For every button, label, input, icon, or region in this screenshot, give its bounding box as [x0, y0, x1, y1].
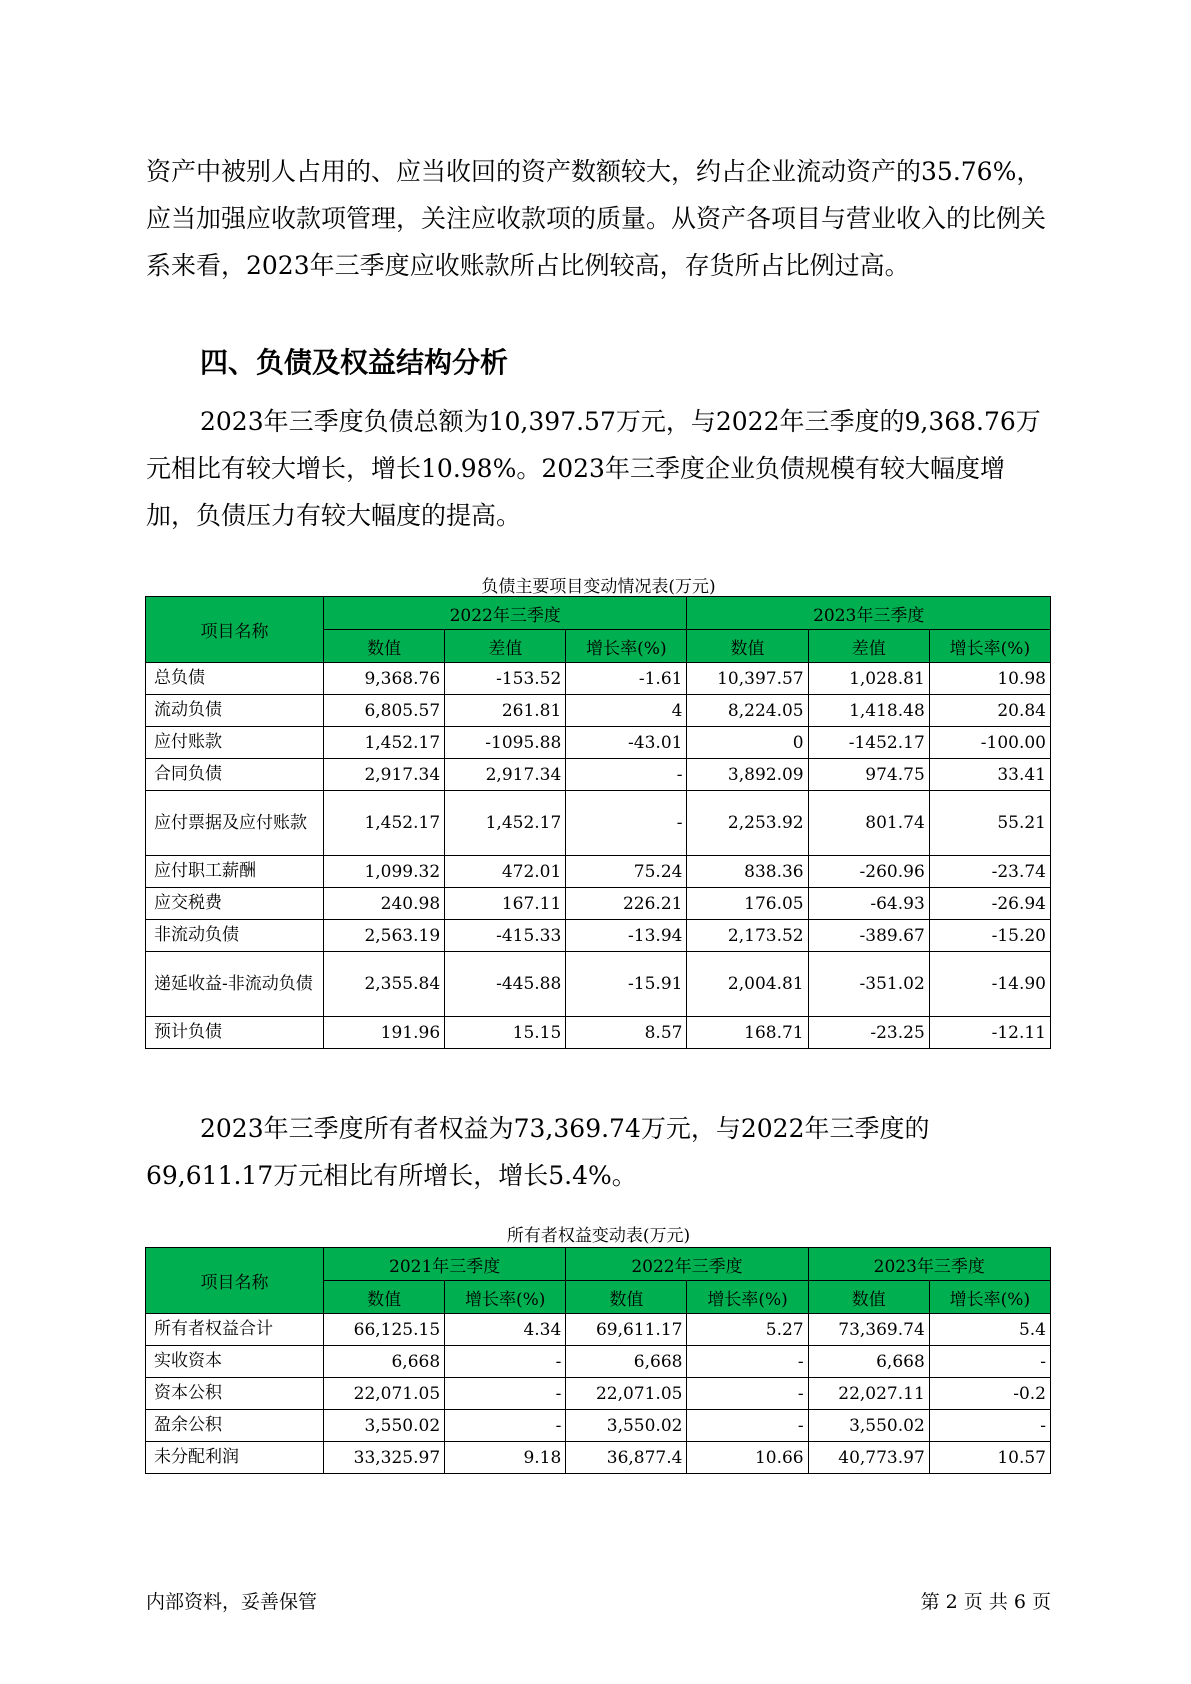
table-cell: -445.88 [445, 952, 566, 1017]
liability-table-caption: 负债主要项目变动情况表(万元) [481, 577, 716, 597]
table-cell: 22,071.05 [324, 1378, 445, 1410]
table-cell: 261.81 [445, 695, 566, 727]
table-cell: 36,877.4 [566, 1442, 687, 1474]
row-label: 预计负债 [146, 1017, 324, 1049]
table-cell: 191.96 [324, 1017, 445, 1049]
table-cell: 69,611.17 [566, 1314, 687, 1346]
sub-header: 增长率(%) [929, 1281, 1050, 1314]
table-row [146, 759, 1051, 791]
row-label: 总负债 [146, 663, 324, 695]
table-cell: 9,368.76 [324, 663, 445, 695]
name-header: 项目名称 [146, 1248, 324, 1314]
table-cell: -64.93 [808, 888, 929, 920]
table-cell: -23.25 [808, 1017, 929, 1049]
table-cell: - [445, 1346, 566, 1378]
table-row [146, 695, 1051, 727]
table-cell: - [445, 1410, 566, 1442]
table-cell: 8.57 [566, 1017, 687, 1049]
table-cell: -23.74 [929, 856, 1050, 888]
section-heading: 四、负债及权益结构分析 [200, 346, 509, 379]
table-cell: 4.34 [445, 1314, 566, 1346]
equity-paragraph: 2023年三季度所有者权益为73,369.74万元，与2022年三季度的69,611.17万元相比有所增长，增长5.4%。 [146, 1114, 930, 1190]
table-cell: 8,224.05 [687, 695, 808, 727]
table-cell: 33,325.97 [324, 1442, 445, 1474]
sub-header: 数值 [324, 1281, 445, 1314]
sub-header: 数值 [687, 630, 808, 663]
sub-header: 增长率(%) [445, 1281, 566, 1314]
table-row [146, 920, 1051, 952]
table-cell: -415.33 [445, 920, 566, 952]
sub-header: 数值 [324, 630, 445, 663]
table-cell: -0.2 [929, 1378, 1050, 1410]
sub-header: 差值 [445, 630, 566, 663]
table-row [146, 1378, 1051, 1410]
table-cell: 168.71 [687, 1017, 808, 1049]
row-label: 合同负债 [146, 759, 324, 791]
row-label: 盈余公积 [146, 1410, 324, 1442]
table-cell: 22,071.05 [566, 1378, 687, 1410]
table-row [146, 1017, 1051, 1049]
table-cell: 10.66 [687, 1442, 808, 1474]
table-cell: - [566, 759, 687, 791]
table-cell: 2,004.81 [687, 952, 808, 1017]
table-row [146, 856, 1051, 888]
footer-note: 内部资料，妥善保管 [146, 1591, 318, 1613]
table-row [146, 1346, 1051, 1378]
period-header: 2021年三季度 [324, 1248, 566, 1281]
table-cell: - [566, 791, 687, 856]
table-cell: -14.90 [929, 952, 1050, 1017]
table-cell: - [687, 1346, 808, 1378]
table-cell: -43.01 [566, 727, 687, 759]
table-cell: 6,668 [566, 1346, 687, 1378]
sub-header: 增长率(%) [566, 630, 687, 663]
table-row [146, 663, 1051, 695]
table-row [146, 1410, 1051, 1442]
table-cell: -1.61 [566, 663, 687, 695]
table-cell: 73,369.74 [808, 1314, 929, 1346]
liability-paragraph: 2023年三季度负债总额为10,397.57万元，与2022年三季度的9,368.76万元相比有较大增长，增长10.98%。2023年三季度企业负债规模有较大幅度增加，负债压力有较大幅度的提高。 [146, 407, 1041, 530]
table-cell: 55.21 [929, 791, 1050, 856]
period-header: 2022年三季度 [324, 597, 687, 630]
table-cell: 6,668 [808, 1346, 929, 1378]
name-header: 项目名称 [146, 597, 324, 663]
table-cell: 5.27 [687, 1314, 808, 1346]
table-cell: 226.21 [566, 888, 687, 920]
table-cell: 22,027.11 [808, 1378, 929, 1410]
table-cell: 10.57 [929, 1442, 1050, 1474]
row-label: 未分配利润 [146, 1442, 324, 1474]
row-label: 非流动负债 [146, 920, 324, 952]
table-row [146, 727, 1051, 759]
table-cell: - [687, 1410, 808, 1442]
table-cell: -26.94 [929, 888, 1050, 920]
table-cell: 2,563.19 [324, 920, 445, 952]
table-row [146, 888, 1051, 920]
table-cell: -12.11 [929, 1017, 1050, 1049]
table-cell: 2,355.84 [324, 952, 445, 1017]
table-cell: 6,668 [324, 1346, 445, 1378]
sub-header: 数值 [566, 1281, 687, 1314]
row-label: 资本公积 [146, 1378, 324, 1410]
table-cell: -1452.17 [808, 727, 929, 759]
sub-header: 增长率(%) [929, 630, 1050, 663]
sub-header: 差值 [808, 630, 929, 663]
table-cell: 3,550.02 [324, 1410, 445, 1442]
table-cell: -1095.88 [445, 727, 566, 759]
table-cell: 10.98 [929, 663, 1050, 695]
row-label: 递延收益-非流动负债 [146, 952, 324, 1017]
table-cell: 15.15 [445, 1017, 566, 1049]
row-label: 实收资本 [146, 1346, 324, 1378]
table-cell: 10,397.57 [687, 663, 808, 695]
table-cell: 66,125.15 [324, 1314, 445, 1346]
table-cell: -15.91 [566, 952, 687, 1017]
table-cell: -15.20 [929, 920, 1050, 952]
table-row [146, 1314, 1051, 1346]
table-cell: -100.00 [929, 727, 1050, 759]
table-cell: 974.75 [808, 759, 929, 791]
table-cell: 1,452.17 [445, 791, 566, 856]
table-cell: 1,418.48 [808, 695, 929, 727]
table-cell: 838.36 [687, 856, 808, 888]
row-label: 应付票据及应付账款 [146, 791, 324, 856]
table-cell: 3,892.09 [687, 759, 808, 791]
table-cell: 5.4 [929, 1314, 1050, 1346]
row-label: 流动负债 [146, 695, 324, 727]
table-cell: - [687, 1378, 808, 1410]
table-cell: 472.01 [445, 856, 566, 888]
table-cell: 33.41 [929, 759, 1050, 791]
table-cell: 3,550.02 [808, 1410, 929, 1442]
table-cell: 2,917.34 [445, 759, 566, 791]
table-cell: - [929, 1346, 1050, 1378]
row-label: 应交税费 [146, 888, 324, 920]
table-cell: 1,452.17 [324, 791, 445, 856]
table-cell: - [929, 1410, 1050, 1442]
table-cell: 40,773.97 [808, 1442, 929, 1474]
table-cell: 2,253.92 [687, 791, 808, 856]
table-row [146, 952, 1051, 1017]
table-cell: 167.11 [445, 888, 566, 920]
sub-header: 数值 [808, 1281, 929, 1314]
table-cell: -13.94 [566, 920, 687, 952]
intro-paragraph: 资产中被别人占用的、应当收回的资产数额较大，约占企业流动资产的35.76%，应当加强应收款项管理，关注应收款项的质量。从资产各项目与营业收入的比例关系来看，2023年三季度应收账款所占比例较高，存货所占比例过高。 [146, 157, 1047, 280]
table-cell: 2,173.52 [687, 920, 808, 952]
table-cell: 2,917.34 [324, 759, 445, 791]
row-label: 所有者权益合计 [146, 1314, 324, 1346]
table-cell: 1,099.32 [324, 856, 445, 888]
table-cell: 240.98 [324, 888, 445, 920]
table-row [146, 1442, 1051, 1474]
table-cell: -153.52 [445, 663, 566, 695]
equity-table [145, 1247, 1051, 1474]
table-cell: 0 [687, 727, 808, 759]
row-label: 应付账款 [146, 727, 324, 759]
period-header: 2023年三季度 [808, 1248, 1050, 1281]
period-header: 2023年三季度 [687, 597, 1051, 630]
table-cell: 1,028.81 [808, 663, 929, 695]
table-cell: -389.67 [808, 920, 929, 952]
table-cell: 176.05 [687, 888, 808, 920]
table-cell: - [445, 1378, 566, 1410]
period-header: 2022年三季度 [566, 1248, 808, 1281]
table-cell: 75.24 [566, 856, 687, 888]
table-cell: 20.84 [929, 695, 1050, 727]
liability-table [145, 596, 1051, 1049]
table-cell: 6,805.57 [324, 695, 445, 727]
table-cell: -260.96 [808, 856, 929, 888]
equity-table-caption: 所有者权益变动表(万元) [506, 1226, 691, 1246]
page-number: 第 2 页 共 6 页 [920, 1591, 1051, 1613]
table-cell: 9.18 [445, 1442, 566, 1474]
table-cell: -351.02 [808, 952, 929, 1017]
table-cell: 1,452.17 [324, 727, 445, 759]
table-cell: 801.74 [808, 791, 929, 856]
table-cell: 3,550.02 [566, 1410, 687, 1442]
table-cell: 4 [566, 695, 687, 727]
row-label: 应付职工薪酬 [146, 856, 324, 888]
table-row [146, 791, 1051, 856]
sub-header: 增长率(%) [687, 1281, 808, 1314]
